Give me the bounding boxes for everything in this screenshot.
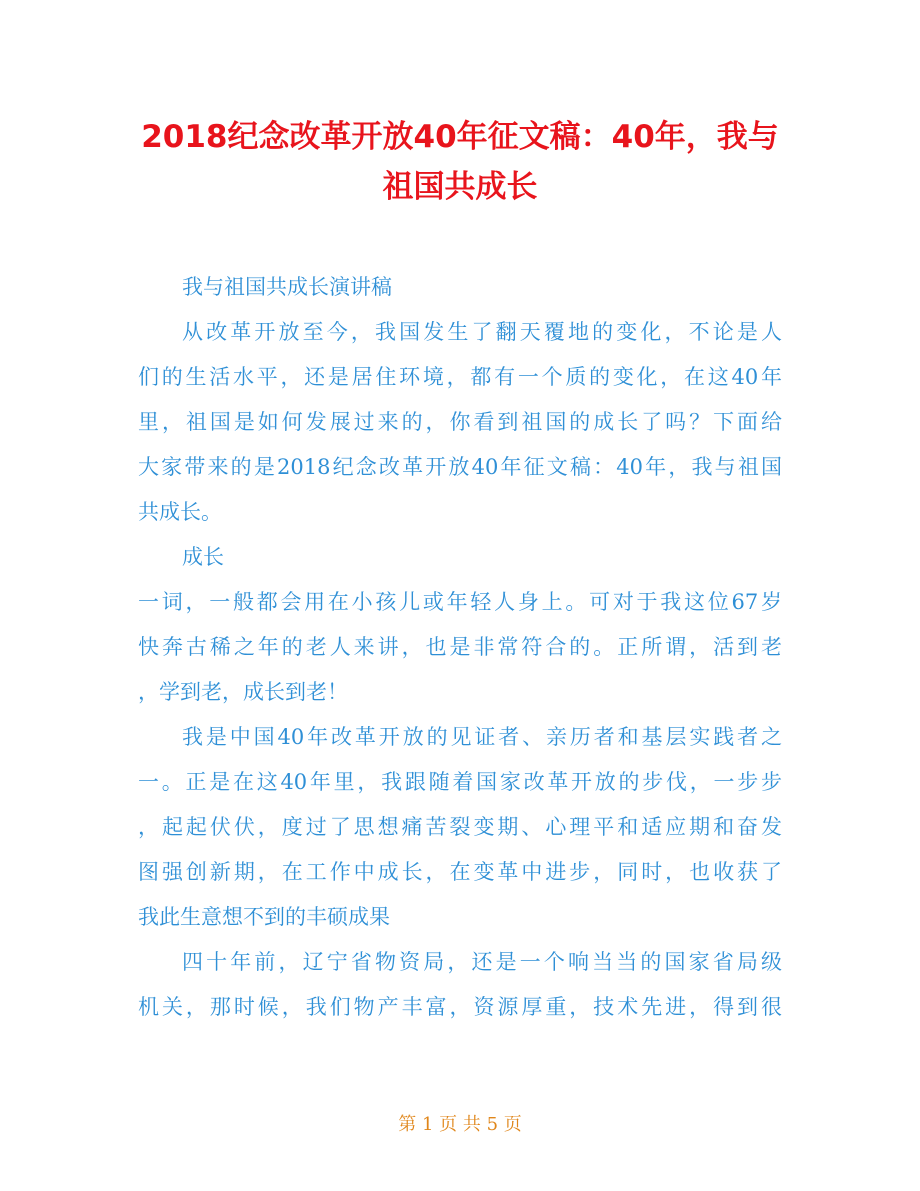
page-number-footer: 第 1 页 共 5 页 xyxy=(398,1114,522,1135)
body-line: 成长 xyxy=(182,545,224,569)
title-line-2: 祖国共成长 xyxy=(382,169,538,205)
body-line: 一。正是在这40年里，我跟随着国家改革开放的步伐，一步步 xyxy=(138,770,782,794)
body-line: 四十年前，辽宁省物资局，还是一个响当当的国家省局级 xyxy=(182,950,782,974)
body-line: 从改革开放至今，我国发生了翻天覆地的变化，不论是人 xyxy=(182,320,782,344)
document-title xyxy=(138,112,782,212)
body-line: 大家带来的是2018纪念改革开放40年征文稿：40年，我与祖国 xyxy=(138,455,782,479)
body-line: 机关，那时候，我们物产丰富，资源厚重，技术先进，得到很 xyxy=(138,995,782,1019)
document-body xyxy=(138,265,782,1030)
body-line: 共成长。 xyxy=(138,500,222,524)
body-line: 图强创新期，在工作中成长，在变革中进步，同时，也收获了 xyxy=(138,860,782,884)
body-line: 里，祖国是如何发展过来的，你看到祖国的成长了吗？下面给 xyxy=(138,410,782,434)
body-line: 们的生活水平，还是居住环境，都有一个质的变化，在这40年 xyxy=(138,365,782,389)
body-line: 一词，一般都会用在小孩儿或年轻人身上。可对于我这位67岁 xyxy=(138,590,782,614)
body-line: ，起起伏伏，度过了思想痛苦裂变期、心理平和适应期和奋发 xyxy=(138,815,782,839)
body-line: 我是中国40年改革开放的见证者、亲历者和基层实践者之 xyxy=(182,725,782,749)
body-line: 我此生意想不到的丰硕成果 xyxy=(138,905,390,929)
body-line: 快奔古稀之年的老人来讲，也是非常符合的。正所谓，活到老 xyxy=(138,635,782,659)
title-line-1: 2018纪念改革开放40年征文稿：40年，我与 xyxy=(141,119,779,155)
body-line: ，学到老，成长到老！ xyxy=(138,680,348,704)
body-line: 我与祖国共成长演讲稿 xyxy=(182,275,392,299)
